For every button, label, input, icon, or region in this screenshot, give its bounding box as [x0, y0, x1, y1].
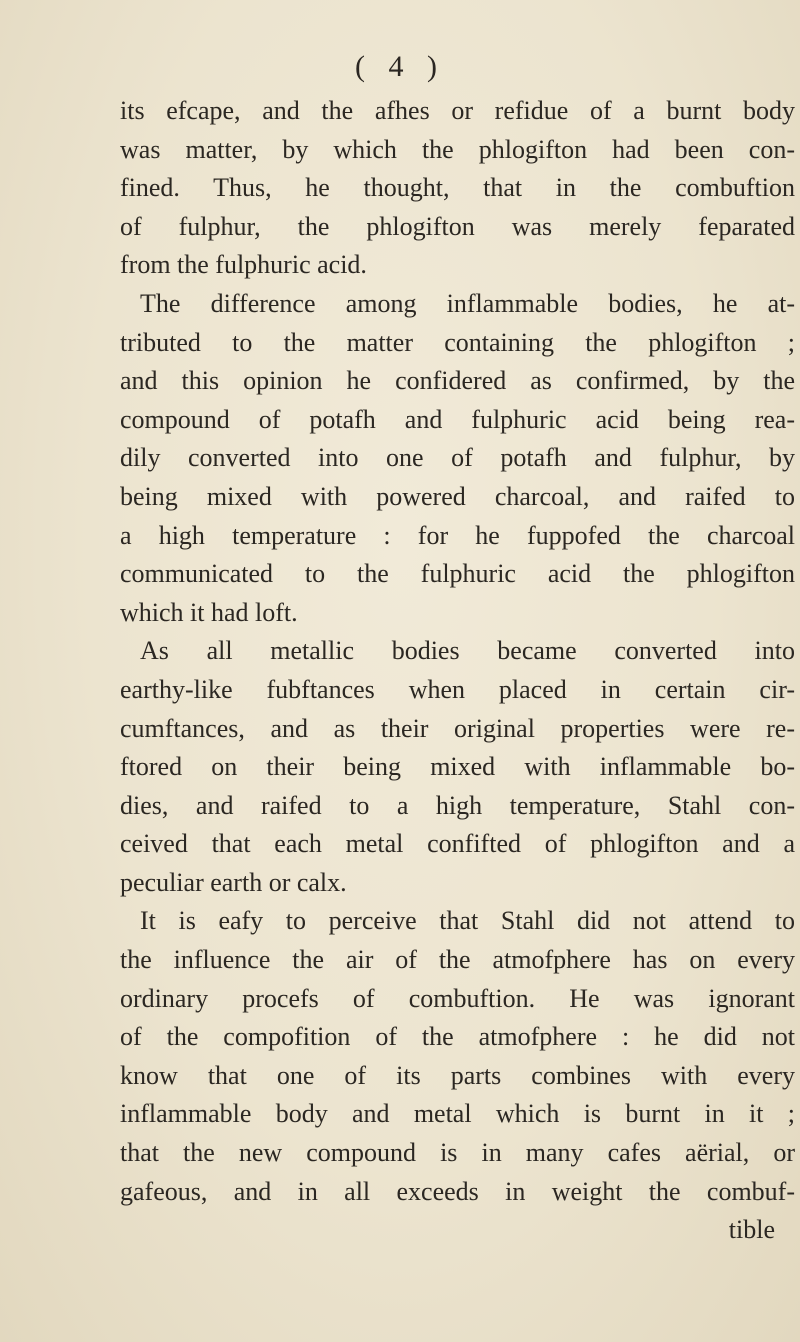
text-line: tributed to the matter containing the phlogifton ; [120, 327, 795, 357]
text-line: and this opinion he confidered as confirmed, by the [120, 366, 795, 396]
text-line: know that one of its parts combines with every [120, 1060, 795, 1090]
text-line: of fulphur, the phlogifton was merely feparated [120, 211, 795, 241]
text-line: that the new compound is in many cafes aërial, or [120, 1138, 795, 1168]
text-line: inflammable body and metal which is burnt in it ; [120, 1099, 795, 1129]
text-line: dily converted into one of potafh and fulphur, by [120, 443, 795, 473]
text-line: dies, and raifed to a high temperature, Stahl con- [120, 790, 795, 820]
text-line: of the compofition of the atmofphere : he did not [120, 1022, 795, 1052]
text-line: its efcape, and the afhes or refidue of a burnt body [120, 96, 795, 125]
text-line: fined. Thus, he thought, that in the combuftion [120, 173, 795, 203]
text-line: a high temperature : for he fuppofed the charcoal [120, 520, 795, 550]
text-line: ftored on their being mixed with inflammable bo- [120, 752, 795, 782]
text-line: The difference among inflammable bodies, he at- [140, 288, 795, 318]
text-line: earthy-like fubftances when placed in certain cir- [120, 674, 795, 704]
text-line: communicated to the fulphuric acid the phlogifton [120, 559, 795, 589]
text-line: being mixed with powered charcoal, and raifed to [120, 481, 795, 511]
text-line: from the fulphuric acid. [120, 250, 367, 280]
text-line: peculiar earth or calx. [120, 867, 347, 897]
text-line: compound of potafh and fulphuric acid being rea- [120, 404, 795, 434]
text-line: cumftances, and as their original properties were re- [120, 713, 795, 743]
text-line: ordinary procefs of combuftion. He was ignorant [120, 983, 795, 1013]
catchword: tible [728, 1215, 775, 1245]
body-text [120, 92, 795, 1250]
text-line: which it had loft. [120, 597, 298, 627]
text-line: the influence the air of the atmofphere has on every [120, 945, 795, 975]
text-line: gafeous, and in all exceeds in weight the combuf- [120, 1176, 795, 1206]
text-line: As all metallic bodies became converted into [140, 636, 795, 666]
text-line: ceived that each metal confifted of phlogifton and a [120, 829, 795, 859]
text-line: It is eafy to perceive that Stahl did not attend to [140, 906, 795, 936]
text-line: was matter, by which the phlogifton had been con- [120, 134, 795, 164]
page-number: ( 4 ) [355, 50, 445, 83]
